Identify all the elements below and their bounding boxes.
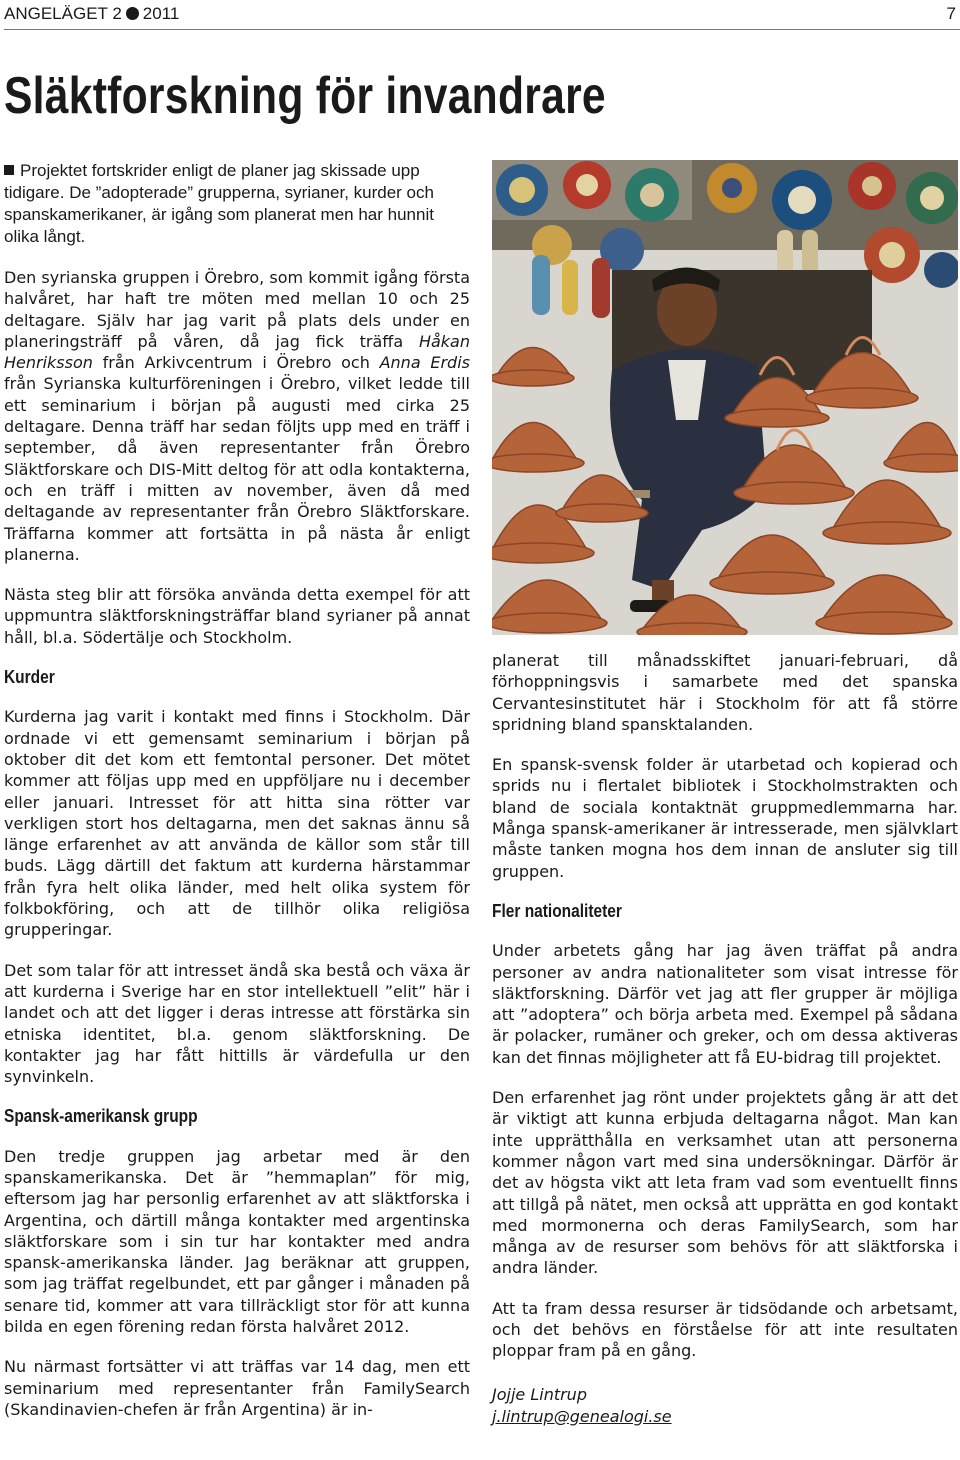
- paragraph-text: Den syrianska gruppen i Örebro, som kommit igång första halvåret, har haft tre möten med mellan 10 och 25 deltagare. Själv har jag varit på plats dels under en planeringsträff på våren, då jag fick träffa: [4, 268, 470, 351]
- page-header: [4, 2, 960, 28]
- person-name: Håkan Henriksson: [4, 331, 470, 373]
- filled-circle-icon: [126, 7, 139, 20]
- author-email-link[interactable]: j.lintrup@genealogi.se: [492, 1406, 672, 1426]
- right-column: [492, 650, 958, 1428]
- running-head: [4, 4, 179, 24]
- left-column: [4, 160, 470, 1439]
- section-heading-spansk: Spansk-amerikansk grupp: [4, 1106, 198, 1127]
- square-bullet-icon: [4, 165, 14, 175]
- pottery-market-illustration: [492, 160, 958, 635]
- section-heading-fler: Fler nationaliteter: [492, 900, 622, 921]
- header-rule: [4, 29, 960, 30]
- publication-name: ANGELÄGET 2: [4, 4, 122, 23]
- experience-paragraph: Den erfarenhet jag rönt under projektets gång är att det är viktigt att kunna erbjuda deltagarna något. Man kan inte upprätthålla en verksamhet utan att personerna kommer någon vart med sina undersökningar. Därför är det av högsta vikt att leta fram vad som eventuellt finns att tillgå på nätet, men också att upprätta en god kontakt med mormonerna och deras FamilySearch, som har många av de resurser som behövs för att släktforska i andra länder.: [492, 1088, 958, 1278]
- fler-paragraph: Under arbetets gång har jag även träffat på andra personer av andra nationaliteter som visat intresse för släktforskning. Därför vet jag att fler grupper är möjliga att ”adoptera” och börja arbeta med. Exempel på sådana är polacker, rumäner och greker, och om dessa aktiveras kan det finnas möjligheter att få EU-bidrag till projektet.: [492, 941, 958, 1067]
- person-name: Anna Erdis: [379, 353, 470, 373]
- publication-year: 2011: [142, 4, 180, 23]
- syrian-group-paragraph: [4, 267, 470, 565]
- kurder-paragraph: Kurderna jag varit i kontakt med finns i Stockholm. Där ordnade vi ett gemensamt seminarium i början på oktober dit det kom ett femtontal personer. Det mötet kommer att följas upp med en uppföljare nu i december eller januari. Intresset för att hitta sina rötter var verkligen stort hos deltagarna, men det saknas ännu så länge erfarenhet av att använda de källor som står till buds. Lägg därtill det faktum att kurderna härstammar från fyra helt olika länder, med helt olika system för folkbokföring, och att de tillhör olika religiösa grupperingar.: [4, 707, 470, 940]
- kurder-paragraph-2: Det som talar för att intresset ändå ska bestå och växa är att kurderna i Sverige har en stor intellektuell ”elit” här i landet och att det ligger i deras intresse att förstärka sin etniska identitet, bl.a. genom släktforskning. De kontakter jag har fått hittills är värdefulla ur den synvinkeln.: [4, 960, 470, 1087]
- resources-paragraph: Att ta fram dessa resurser är tidsödande och arbetsamt, och det behövs en förståelse för att inte resultaten ploppar fram på en gång.: [492, 1298, 958, 1361]
- folder-paragraph: En spansk-svensk folder är utarbetad och kopierad och sprids nu i flertalet bibliotek i Stockholmstrakten och bland de sociala kontaktnät gruppmedlemmarna har. Många spansk-amerikaner är intresserade, men självklart måste tanken mogna hos dem innan de ansluter sig till gruppen.: [492, 755, 958, 881]
- article-title: Släktforskning för invandrare: [4, 67, 606, 125]
- spansk-paragraph-2: Nu närmast fortsätter vi att träffas var 14 dag, men ett seminarium med representanter från FamilySearch (Skandinavien-chefen är från Argentina) är in-: [4, 1357, 470, 1419]
- lead-text: Projektet fortskrider enligt de planer jag skissade upp tidigare. De ”adopterade” grupperna, syrianer, kurder och spanskamerikaner, är igång som planerat men har hunnit olika långt.: [4, 161, 434, 246]
- section-heading-kurder: Kurder: [4, 667, 55, 688]
- next-step-paragraph: Nästa steg blir att försöka använda detta exempel för att uppmuntra släktforskningsträffar bland syrianer på annat håll, bl.a. Södertälje och Stockholm.: [4, 585, 470, 647]
- article-photo: [492, 160, 958, 635]
- author-name: Jojje Lintrup: [492, 1384, 587, 1404]
- page-number: 7: [946, 4, 956, 23]
- lead-paragraph: [4, 160, 470, 248]
- signature: [492, 1384, 958, 1428]
- continuation-paragraph: planerat till månadsskiftet januari-februari, då förhoppningsvis i samarbete med det spanska Cervantesinstitutet här i Stockholm för att få större spridning bland spansktalanden.: [492, 651, 958, 734]
- paragraph-text: från Syrianska kulturföreningen i Örebro, vilket ledde till ett seminarium i början på augusti med cirka 25 deltagare. Denna träff har sedan följts upp med en träff i september, då även representanter från Örebro Släktforskare och DIS-Mitt deltog för att odla kontakterna, och en träff i mitten av november, även då med deltagande av representanter från Örebro Släktforskare. Träffarna kommer att fortsätta in på nästa år enligt planerna.: [4, 374, 470, 564]
- paragraph-text: från Arkivcentrum i Örebro och: [92, 353, 380, 373]
- spansk-paragraph: Den tredje gruppen jag arbetar med är den spanskamerikanska. Det är ”hemmaplan” för mig, eftersom jag har personlig erfarenhet av att släktforska i Argentina, och därtill många kontakter med argentinska släktforskare som i sin tur har kontakter med andra spansk-amerikanska länder. Jag beräknar att gruppen, som jag träffat regelbundet, ett par gånger i månaden på senare tid, kommer att vara tillräckligt stor för att kunna bilda en egen förening redan första halvåret 2012.: [4, 1146, 470, 1337]
